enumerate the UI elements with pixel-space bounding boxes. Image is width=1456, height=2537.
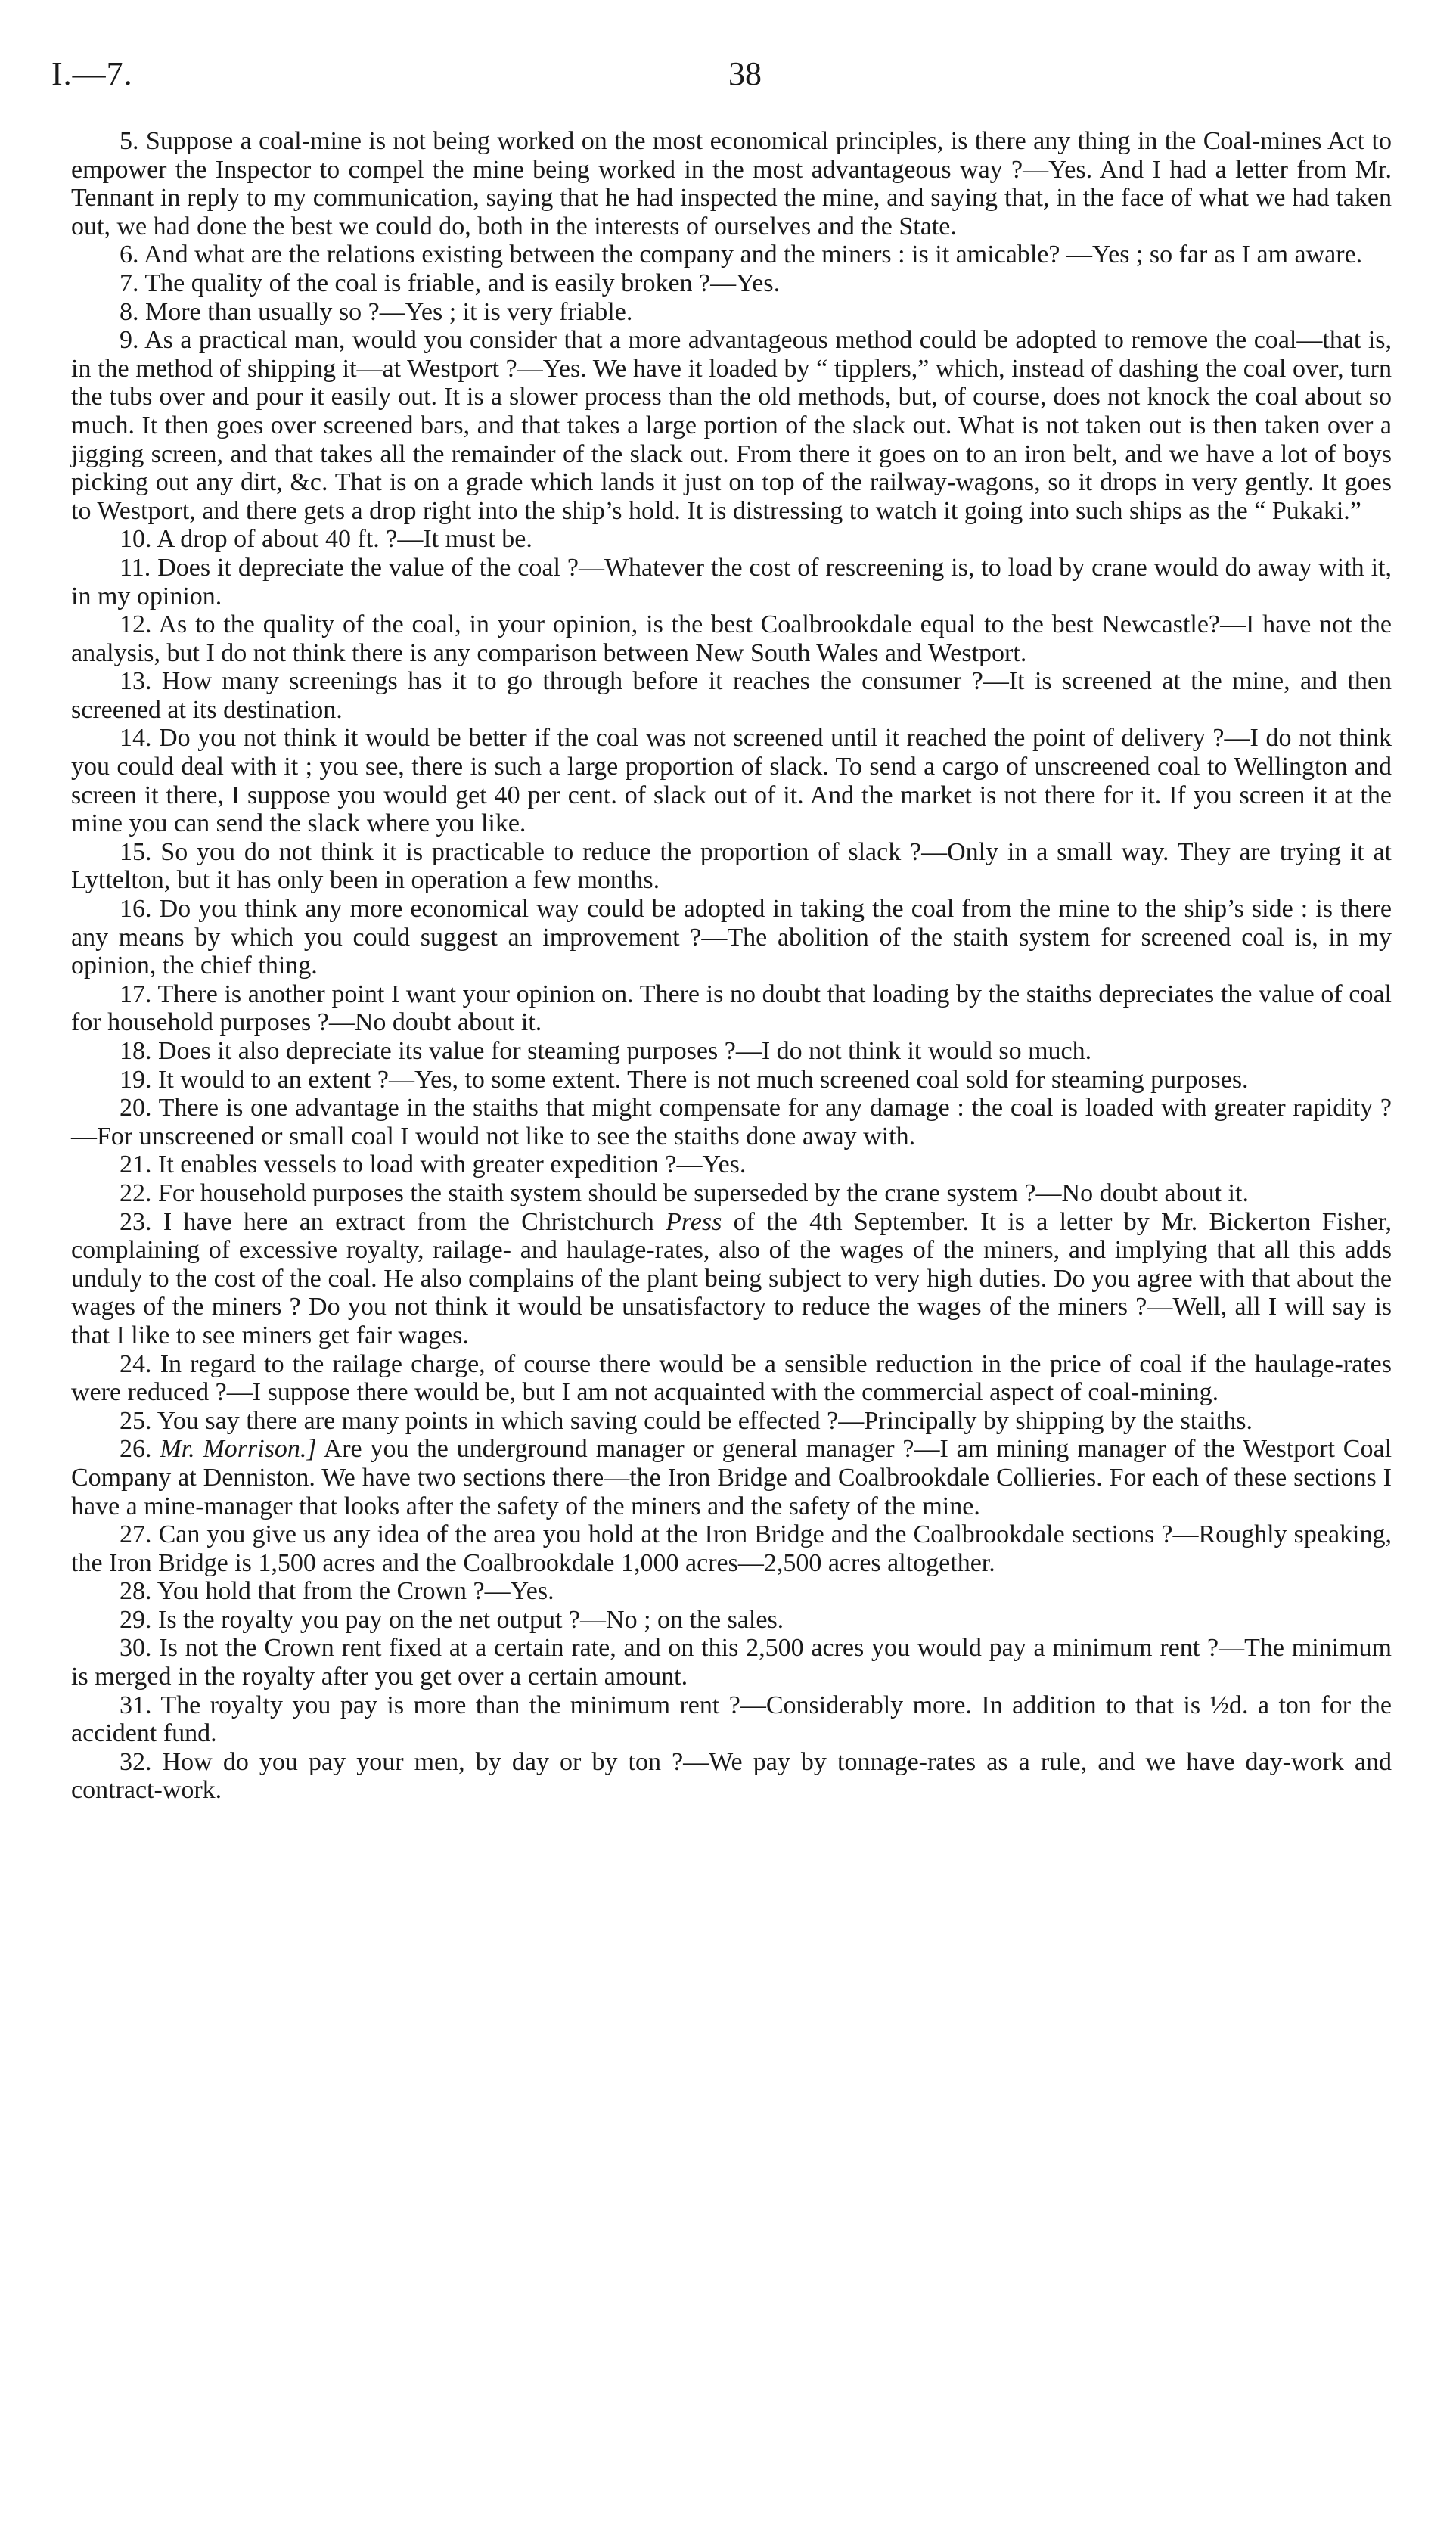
paragraph-text: You say there are many points in which saving could be effected ?—Principally by shipping by the staiths. (157, 1406, 1253, 1435)
question-number: 23. (120, 1207, 152, 1236)
question-answer-paragraph (71, 241, 1392, 269)
question-number: 20. (120, 1094, 152, 1123)
question-number: 10. (120, 525, 152, 554)
question-number: 31. (120, 1691, 152, 1719)
paragraph-text: It enables vessels to load with greater expedition ?—Yes. (158, 1150, 747, 1179)
paragraph-text: A drop of about 40 ft. ?—It must be. (157, 525, 532, 554)
question-number: 18. (120, 1037, 152, 1065)
paragraph-text: Do you think any more economical way could be adopted in taking the coal from the mine to the ship’s side : is there any means by which you could suggest an improvement ?—The abolition of the staith system for screened coal is, in my opinion, the chief thing. (71, 895, 1392, 980)
question-answer-paragraph (71, 1634, 1392, 1691)
question-answer-paragraph (71, 610, 1392, 667)
paragraph-text: Is not the Crown rent fixed at a certain rate, and on this 2,500 acres you would pay a minimum rent ?—The minimum is merged in the royalty after you get over a certain amount. (71, 1634, 1392, 1691)
speaker-name: Mr. Morrison.] (160, 1435, 317, 1464)
question-answer-paragraph (71, 1150, 1392, 1179)
question-number: 22. (120, 1178, 152, 1207)
paragraph-text: Do you not think it would be better if the coal was not screened until it reached the point of delivery ?—I do not think you could deal with it ; you see, there is such a large proportion of slack. To send a cargo of unscreened coal to Wellington and screen it there, I suppose you would get 40 per cent. of slack out of it. And the market is not there for it. If you screen it at the mine you can send the slack where you like. (71, 724, 1392, 838)
question-number: 32. (120, 1747, 152, 1776)
question-number: 17. (120, 980, 152, 1008)
question-answer-paragraph (71, 1179, 1392, 1208)
question-answer-paragraph (71, 1094, 1392, 1150)
paragraph-text: More than usually so ?—Yes ; it is very friable. (145, 297, 633, 326)
newspaper-title: Press (666, 1207, 722, 1236)
question-answer-paragraph (71, 667, 1392, 724)
question-answer-paragraph (71, 1208, 1392, 1350)
paragraph-text: It would to an extent ?—Yes, to some extent. There is not much screened coal sold for steaming purposes. (158, 1065, 1249, 1094)
question-answer-paragraph (71, 525, 1392, 554)
question-answer-paragraph (71, 1606, 1392, 1635)
question-number: 5. (120, 127, 139, 155)
evidence-text (71, 127, 1392, 1805)
paragraph-text: How many screenings has it to go through before it reaches the consumer ?—It is screened at the mine, and then screened at its destination. (71, 667, 1392, 724)
question-number: 13. (120, 667, 152, 696)
question-answer-paragraph (71, 326, 1392, 525)
question-number: 25. (120, 1406, 152, 1435)
question-number: 14. (120, 724, 152, 753)
paragraph-text: As a practical man, would you consider that a more advantageous method could be adopted to remove the coal—that is, in the method of shipping it—at Westport ?—Yes. We have it loaded by “ tipplers,” which, instead of dashing the coal over, turn the tubs over and pour it easily out. It is a slower process than the old methods, but, of course, does not knock the coal about so much. It then goes over screened bars, and that takes a large portion of the slack out. What is not taken out is then taken over a jigging screen, and that takes all the remainder of the slack out. From there it goes on to an iron belt, and we have a lot of boys picking out any dirt, &c. That is on a grade which lands it just on top of the railway-wagons, so it drops in very gently. It goes to Westport, and there gets a drop right into the ship’s hold. It is distressing to watch it going into such ships as the “ Pukaki.” (71, 326, 1392, 525)
paragraph-text: Are you the underground manager or general manager ?—I am mining manager of the Westport Coal Company at Denniston. We have two sections there—the Iron Bridge and Coalbrookdale Collieries. For each of these sections I have a mine-manager that looks after the safety of the miners and the safety of the mine. (71, 1435, 1392, 1520)
paragraph-text: You hold that from the Crown ?—Yes. (157, 1577, 554, 1606)
question-number: 29. (120, 1605, 152, 1634)
page-header (51, 54, 1405, 92)
question-number: 15. (120, 837, 152, 866)
question-answer-paragraph (71, 1407, 1392, 1436)
question-number: 12. (120, 610, 152, 639)
question-number: 7. (120, 269, 139, 297)
question-number: 26. (120, 1435, 152, 1464)
paragraph-text: There is another point I want your opinion on. There is no doubt that loading by the staiths depreciates the value of coal for household purposes ?—No doubt about it. (71, 980, 1392, 1037)
paragraph-text: In regard to the railage charge, of course there would be a sensible reduction in the price of coal if the haulage-rates were reduced ?—I suppose there would be, but I am not acquainted with the commercial aspect of coal-mining. (71, 1349, 1392, 1407)
question-number: 8. (120, 297, 139, 326)
paragraph-text: There is one advantage in the staiths that might compensate for any damage : the coal is loaded with greater rapidity ?—For unscreened or small coal I would not like to see the staiths done away with. (71, 1094, 1392, 1150)
question-number: 21. (120, 1150, 152, 1179)
question-answer-paragraph (71, 1520, 1392, 1577)
question-answer-paragraph (71, 1435, 1392, 1520)
question-number: 30. (120, 1634, 152, 1663)
question-number: 9. (120, 326, 139, 355)
question-answer-paragraph (71, 1577, 1392, 1606)
question-answer-paragraph (71, 1037, 1392, 1066)
question-number: 16. (120, 895, 152, 924)
question-number: 27. (120, 1520, 152, 1549)
paragraph-text: As to the quality of the coal, in your opinion, is the best Coalbrookdale equal to the best Newcastle?—I have not the analysis, but I do not think there is any comparison between New South Wales and Westport. (71, 610, 1392, 667)
paragraph-text: Is the royalty you pay on the net output ?—No ; on the sales. (158, 1605, 784, 1634)
question-answer-paragraph (71, 1691, 1392, 1748)
paragraph-text-continued: of the 4th September. It is a letter by Mr. Bickerton Fisher, complaining of excessive royalty, railage- and haulage-rates, also of the wages of the miners, and implying that all this adds unduly to the cost of the coal. He also complains of the plant being subject to very high duties. Do you agree with that about the wages of the miners ? Do you not think it would be unsatisfactory to reduce the wages of the miners ?—Well, all I will say is that I like to see miners get fair wages. (71, 1207, 1392, 1349)
question-answer-paragraph (71, 724, 1392, 837)
paragraph-text: How do you pay your men, by day or by ton ?—We pay by tonnage-rates as a rule, and we have day-work and contract-work. (71, 1747, 1392, 1805)
paragraph-text: Does it also depreciate its value for steaming purposes ?—I do not think it would so much. (158, 1037, 1092, 1065)
question-answer-paragraph (71, 895, 1392, 980)
paragraph-text: Does it depreciate the value of the coal ?—Whatever the cost of rescreening is, to load by crane would do away with it, in my opinion. (71, 553, 1392, 610)
question-answer-paragraph (71, 1350, 1392, 1407)
paragraph-text: Suppose a coal-mine is not being worked on the most economical principles, is there any thing in the Coal-mines Act to empower the Inspector to compel the mine being worked in the most advantageous way ?—Yes. And I had a letter from Mr. Tennant in reply to my communication, saying that he had inspected the mine, and saying that, in the face of what we had taken out, we had done the best we could do, both in the interests of ourselves and the State. (71, 127, 1392, 241)
question-number: 11. (120, 553, 151, 582)
question-number: 24. (120, 1349, 152, 1378)
document-reference: I.—7. (51, 55, 133, 92)
paragraph-text: The quality of the coal is friable, and is easily broken ?—Yes. (144, 269, 781, 297)
question-answer-paragraph (71, 127, 1392, 241)
paragraph-text: And what are the relations existing between the company and the miners : is it amicable? —Yes ; so far as I am aware. (144, 241, 1363, 269)
question-answer-paragraph (71, 554, 1392, 610)
question-answer-paragraph (71, 1748, 1392, 1805)
paragraph-text: I have here an extract from the Christchurch (163, 1207, 654, 1236)
question-number: 28. (120, 1577, 152, 1606)
question-number: 19. (120, 1065, 152, 1094)
paragraph-text: So you do not think it is practicable to reduce the proportion of slack ?—Only in a small way. They are trying it at Lyttelton, but it has only been in operation a few months. (71, 837, 1392, 895)
question-answer-paragraph (71, 298, 1392, 327)
question-answer-paragraph (71, 269, 1392, 298)
paragraph-text: The royalty you pay is more than the minimum rent ?—Considerably more. In addition to that is ½d. a ton for the accident fund. (71, 1691, 1392, 1748)
page-number: 38 (728, 55, 762, 92)
question-answer-paragraph (71, 838, 1392, 895)
paragraph-text: For household purposes the staith system should be superseded by the crane system ?—No doubt about it. (158, 1178, 1249, 1207)
question-answer-paragraph (71, 1066, 1392, 1095)
question-answer-paragraph (71, 980, 1392, 1037)
paragraph-text: Can you give us any idea of the area you hold at the Iron Bridge and the Coalbrookdale sections ?—Roughly speaking, the Iron Bridge is 1,500 acres and the Coalbrookdale 1,000 acres—2,500 acres altogether. (71, 1520, 1392, 1577)
question-number: 6. (120, 241, 139, 269)
